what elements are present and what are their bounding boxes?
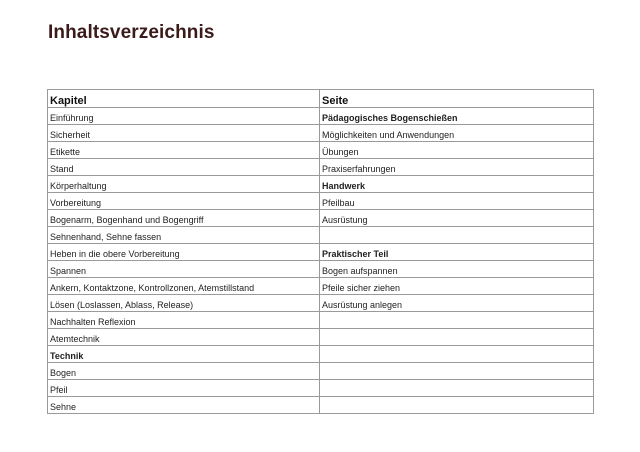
chapter-cell: Pfeil [48, 380, 320, 397]
page-cell [320, 329, 594, 346]
chapter-cell: Lösen (Loslassen, Ablass, Release) [48, 295, 320, 312]
page-cell: Möglichkeiten und Anwendungen [320, 125, 594, 142]
page-cell: Ausrüstung [320, 210, 594, 227]
table-row [48, 278, 594, 295]
table-row [48, 363, 594, 380]
table-row [48, 295, 594, 312]
chapter-cell: Heben in die obere Vorbereitung [48, 244, 320, 261]
page-cell [320, 312, 594, 329]
page-cell [320, 380, 594, 397]
page-cell: Handwerk [320, 176, 594, 193]
table-row [48, 397, 594, 414]
table-row [48, 380, 594, 397]
table-body [48, 108, 594, 414]
chapter-cell: Stand [48, 159, 320, 176]
table-row [48, 142, 594, 159]
chapter-cell: Vorbereitung [48, 193, 320, 210]
table-row [48, 159, 594, 176]
table-row [48, 193, 594, 210]
chapter-cell: Sicherheit [48, 125, 320, 142]
chapter-cell: Körperhaltung [48, 176, 320, 193]
page-title: Inhaltsverzeichnis [48, 22, 215, 43]
table-row [48, 125, 594, 142]
page-cell: Ausrüstung anlegen [320, 295, 594, 312]
page-cell: Bogen aufspannen [320, 261, 594, 278]
chapter-cell: Nachhalten Reflexion [48, 312, 320, 329]
page-cell: Praktischer Teil [320, 244, 594, 261]
table-row [48, 176, 594, 193]
page-cell [320, 227, 594, 244]
chapter-cell: Sehnenhand, Sehne fassen [48, 227, 320, 244]
table-row [48, 346, 594, 363]
page-cell: Praxiserfahrungen [320, 159, 594, 176]
page-cell [320, 363, 594, 380]
chapter-cell: Einführung [48, 108, 320, 125]
table-row [48, 108, 594, 125]
page-cell: Übungen [320, 142, 594, 159]
chapter-cell: Bogenarm, Bogenhand und Bogengriff [48, 210, 320, 227]
table-row [48, 312, 594, 329]
page-cell: Pfeile sicher ziehen [320, 278, 594, 295]
chapter-cell: Spannen [48, 261, 320, 278]
table-row [48, 227, 594, 244]
column-header-kapitel: Kapitel [48, 90, 320, 108]
table-of-contents [47, 89, 594, 414]
table-row [48, 244, 594, 261]
page-cell: Pfeilbau [320, 193, 594, 210]
table-row [48, 261, 594, 278]
chapter-cell: Etikette [48, 142, 320, 159]
column-header-seite: Seite [320, 90, 594, 108]
chapter-cell: Sehne [48, 397, 320, 414]
table-header-row [48, 90, 594, 108]
page-cell [320, 397, 594, 414]
chapter-cell: Atemtechnik [48, 329, 320, 346]
chapter-cell: Bogen [48, 363, 320, 380]
chapter-cell: Ankern, Kontaktzone, Kontrollzonen, Atemstillstand [48, 278, 320, 295]
chapter-cell: Technik [48, 346, 320, 363]
page-cell: Pädagogisches Bogenschießen [320, 108, 594, 125]
table-row [48, 210, 594, 227]
table-row [48, 329, 594, 346]
page-cell [320, 346, 594, 363]
